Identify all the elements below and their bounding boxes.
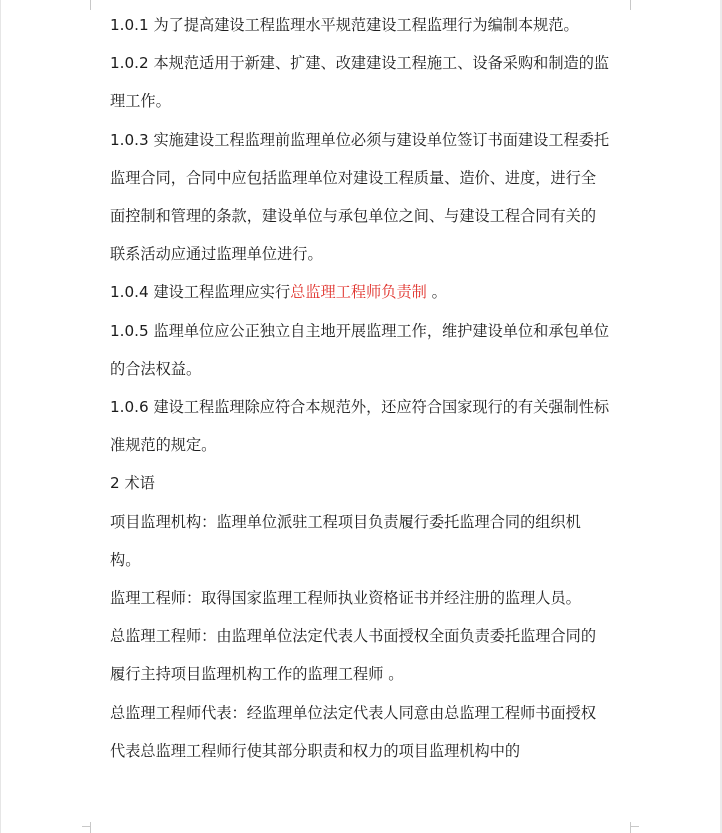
clause-1-0-2: 1.0.2 本规范适用于新建、扩建、改建建设工程施工、设备采购和制造的监理工作。 [110, 54, 610, 111]
clause-1-0-5: 1.0.5 监理单位应公正独立自主地开展监理工作，维护建设单位和承包单位的合法权益。 [110, 321, 610, 378]
crop-mark-top-left [90, 0, 91, 10]
clause-1-0-1: 1.0.1 为了提高建设工程监理水平规范建设工程监理行为编制本规范。 [110, 16, 579, 34]
clause-1-0-4-end: 。 [426, 283, 447, 302]
term-chief-engineer-representative: 总监理工程师代表：经监理单位法定代表人同意由总监理工程师书面授权代表总监理工程师行使其部分职责和权力的项目监理机构中的 [110, 703, 596, 760]
crop-mark-bottom-left-vertical [90, 822, 91, 833]
page-left-edge [0, 0, 1, 833]
crop-mark-bottom-right-horizontal [631, 826, 639, 827]
crop-mark-bottom-left-horizontal [82, 826, 90, 827]
clause-1-0-3: 1.0.3 实施建设工程监理前监理单位必须与建设单位签订书面建设工程委托监理合同，合同中应包括监理单位对建设工程质量、造价、进度，进行全面控制和管理的条款，建设单位与承包单位之间、与建设工程合同有关的联系活动应通过监理单位进行。 [110, 130, 610, 264]
term-project-supervision-body: 项目监理机构：监理单位派驻工程项目负责履行委托监理合同的组织机构。 [110, 512, 581, 569]
highlighted-term: 总监理工程师负责制 [290, 283, 427, 302]
document-body[interactable] [110, 6, 610, 770]
crop-mark-bottom-right-vertical [630, 822, 631, 833]
term-chief-supervising-engineer: 总监理工程师：由监理单位法定代表人书面授权全面负责委托监理合同的履行主持项目监理机构工作的监理工程师 。 [110, 627, 596, 684]
clause-1-0-6: 1.0.6 建设工程监理除应符合本规范外，还应符合国家现行的有关强制性标准规范的规定。 [110, 398, 610, 455]
crop-mark-top-right [630, 0, 631, 10]
clause-1-0-4 [110, 273, 610, 311]
term-supervising-engineer: 监理工程师：取得国家监理工程师执业资格证书并经注册的监理人员。 [110, 589, 581, 608]
section-heading-terms: 2 术语 [110, 474, 155, 493]
clause-1-0-4-text: 1.0.4 建设工程监理应实行 [110, 283, 291, 302]
